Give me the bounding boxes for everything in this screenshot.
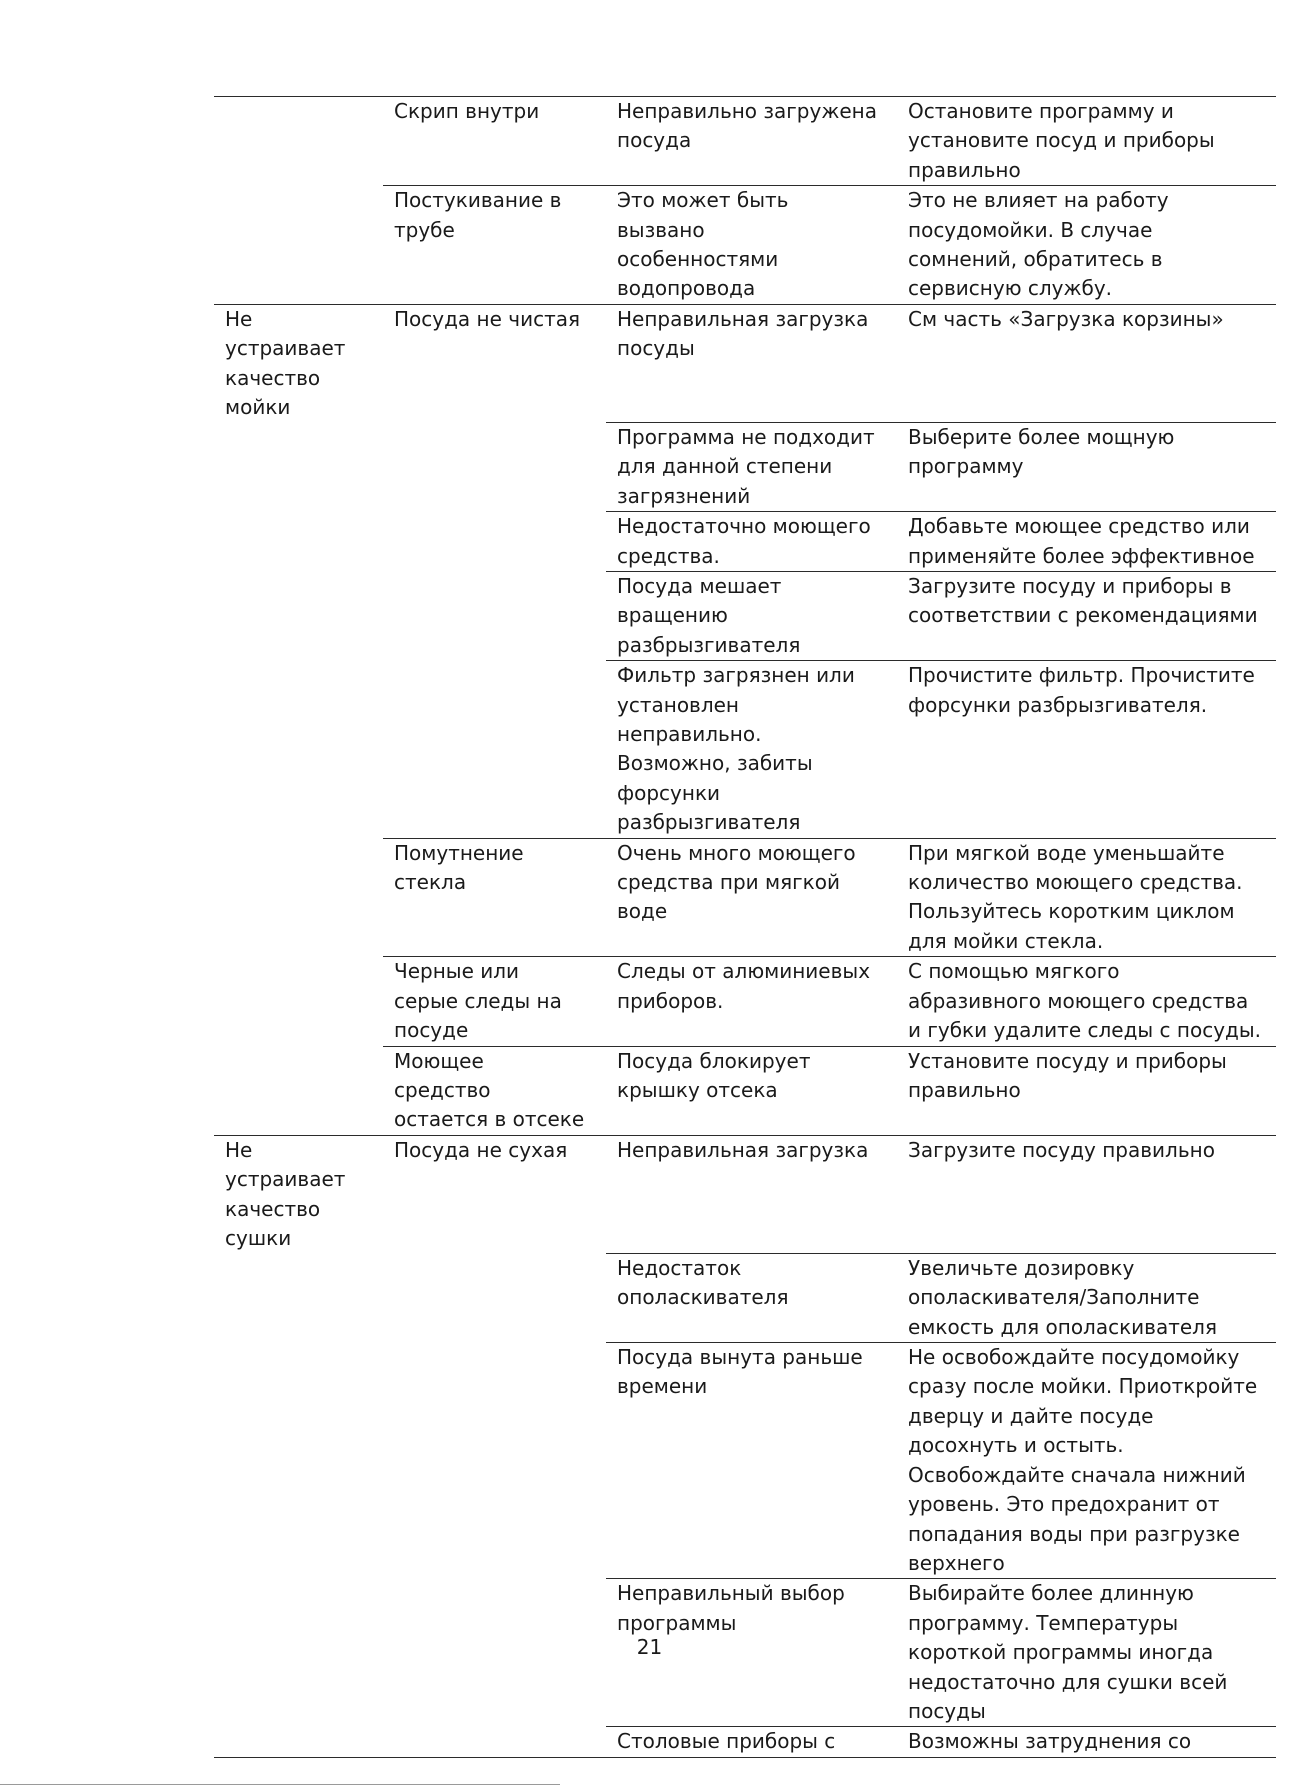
- cell-text-line: установите посуд и приборы: [908, 128, 1215, 153]
- cell-text-line: трубе: [394, 217, 455, 242]
- cause-cell: [606, 957, 897, 1046]
- cell-text-line: Освобождайте сначала нижний: [908, 1462, 1246, 1487]
- cell-text-line: приборов.: [617, 988, 724, 1013]
- cause-cell: [606, 1343, 897, 1579]
- symptom-cell: [383, 838, 606, 957]
- cell-text-line: Посуда не чистая: [394, 306, 581, 331]
- solution-cell: [897, 838, 1276, 957]
- cell-text-line: сервисную службу.: [908, 276, 1113, 301]
- table-row: [214, 304, 1276, 422]
- cell-text-line: устраивает: [225, 1167, 346, 1192]
- cell-text-line: мойки: [225, 395, 291, 420]
- cell-text-line: Добавьте моющее средство или: [908, 514, 1250, 539]
- problem-cell: [214, 1046, 383, 1135]
- table-row: [214, 572, 1276, 661]
- symptom-cell: [383, 1253, 606, 1342]
- problem-cell: [214, 1253, 383, 1342]
- cell-text-line: сушки: [225, 1225, 292, 1250]
- symptom-cell: [383, 572, 606, 661]
- cell-text-line: Постукивание в: [394, 188, 562, 213]
- problem-cell: [214, 957, 383, 1046]
- cell-text-line: посуды: [617, 336, 695, 361]
- cause-cell: [606, 1727, 897, 1757]
- symptom-cell: [383, 97, 606, 186]
- table-row: [214, 957, 1276, 1046]
- symptom-cell: [383, 1727, 606, 1757]
- cell-text-line: Программа не подходит: [617, 424, 875, 449]
- cell-text-line: качество: [225, 1196, 321, 1221]
- cell-text-line: программу: [908, 454, 1024, 479]
- cell-text-line: разбрызгивателя: [617, 632, 801, 657]
- cell-text-line: Посуда мешает: [617, 574, 782, 598]
- cause-cell: [606, 512, 897, 572]
- table-row: [214, 512, 1276, 572]
- cell-text-line: абразивного моющего средства: [908, 988, 1249, 1013]
- symptom-cell: [383, 512, 606, 572]
- cell-text-line: и губки удалите следы с посуды.: [908, 1018, 1262, 1043]
- cell-text-line: посуды: [908, 1698, 986, 1723]
- table-row: [214, 186, 1276, 305]
- cell-text-line: программы: [617, 1610, 737, 1635]
- cause-cell: [606, 1135, 897, 1253]
- cell-text-line: крышку отсека: [617, 1077, 778, 1102]
- symptom-cell: [383, 957, 606, 1046]
- cell-text-line: См часть «Загрузка корзины»: [908, 306, 1224, 331]
- cell-text-line: С помощью мягкого: [908, 959, 1120, 984]
- symptom-cell: [383, 661, 606, 838]
- solution-cell: [897, 1046, 1276, 1135]
- cell-text-line: для мойки стекла.: [908, 928, 1104, 953]
- cell-text-line: посуда: [617, 128, 692, 153]
- cell-text-line: Посуда не сухая: [394, 1137, 568, 1162]
- problem-cell: [214, 186, 383, 305]
- cell-text-line: вызвано: [617, 217, 705, 242]
- cell-text-line: Это может быть: [617, 188, 789, 213]
- problem-cell: [214, 422, 383, 511]
- cell-text-line: Неправильно загружена: [617, 99, 877, 123]
- problem-cell: [214, 1343, 383, 1579]
- solution-cell: [897, 97, 1276, 186]
- cause-cell: [606, 1253, 897, 1342]
- symptom-cell: [383, 1046, 606, 1135]
- table-row: [214, 97, 1276, 186]
- cell-text-line: Остановите программу и: [908, 99, 1174, 123]
- cell-text-line: времени: [617, 1374, 708, 1399]
- cell-text-line: средства.: [617, 543, 720, 568]
- cell-text-line: Фильтр загрязнен или: [617, 663, 855, 688]
- cell-text-line: Моющее: [394, 1048, 484, 1073]
- cell-text-line: установлен: [617, 692, 740, 717]
- symptom-cell: [383, 422, 606, 511]
- cell-text-line: Это не влияет на работу: [908, 188, 1169, 213]
- cell-text-line: Не: [225, 1137, 253, 1162]
- solution-cell: [897, 1343, 1276, 1579]
- cell-text-line: Установите посуду и приборы: [908, 1048, 1227, 1073]
- cell-text-line: правильно: [908, 1077, 1021, 1102]
- cell-text-line: ополаскивателя: [617, 1285, 789, 1310]
- cell-text-line: Скрип внутри: [394, 99, 540, 123]
- cause-cell: [606, 304, 897, 422]
- cell-text-line: Прочистите фильтр. Прочистите: [908, 663, 1255, 688]
- cell-text-line: вращению: [617, 603, 728, 628]
- cell-text-line: Не освобождайте посудомойку: [908, 1345, 1240, 1370]
- cell-text-line: дверцу и дайте посуде: [908, 1403, 1154, 1428]
- symptom-cell: [383, 186, 606, 305]
- table-row: [214, 1135, 1276, 1253]
- cause-cell: [606, 422, 897, 511]
- problem-cell: [214, 97, 383, 186]
- cell-text-line: емкость для ополаскивателя: [908, 1314, 1217, 1339]
- cell-text-line: программу. Температуры: [908, 1610, 1179, 1635]
- solution-cell: [897, 661, 1276, 838]
- cell-text-line: Неправильная загрузка: [617, 1137, 869, 1162]
- cell-text-line: остается в отсеке: [394, 1107, 585, 1132]
- symptom-cell: [383, 1343, 606, 1579]
- cell-text-line: Помутнение: [394, 840, 524, 865]
- cell-text-line: средство: [394, 1077, 491, 1102]
- scan-edge-line: [0, 1784, 560, 1785]
- cell-text-line: Не: [225, 306, 253, 331]
- problem-cell: [214, 1135, 383, 1253]
- cell-text-line: Черные или: [394, 959, 520, 984]
- cell-text-line: уровень. Это предохранит от: [908, 1492, 1220, 1517]
- problem-cell: [214, 512, 383, 572]
- cause-cell: [606, 572, 897, 661]
- cell-text-line: короткой программы иногда: [908, 1640, 1214, 1665]
- cell-text-line: качество: [225, 365, 321, 390]
- solution-cell: [897, 1727, 1276, 1757]
- solution-cell: [897, 422, 1276, 511]
- table-row: [214, 1253, 1276, 1342]
- table-row: [214, 1046, 1276, 1135]
- cell-text-line: применяйте более эффективное: [908, 543, 1255, 568]
- cell-text-line: Следы от алюминиевых: [617, 959, 871, 984]
- cause-cell: [606, 838, 897, 957]
- cell-text-line: При мягкой воде уменьшайте: [908, 840, 1225, 865]
- cell-text-line: Очень много моющего: [617, 840, 856, 865]
- cell-text-line: посудомойки. В случае: [908, 217, 1153, 242]
- cell-text-line: ополаскивателя/Заполните: [908, 1285, 1200, 1310]
- cell-text-line: Возможны затруднения со: [908, 1729, 1192, 1754]
- problem-cell: [214, 304, 383, 422]
- symptom-cell: [383, 304, 606, 422]
- solution-cell: [897, 1253, 1276, 1342]
- cell-text-line: разбрызгивателя: [617, 810, 801, 835]
- solution-cell: [897, 512, 1276, 572]
- cell-text-line: Неправильный выбор: [617, 1581, 845, 1606]
- cell-text-line: Пользуйтесь коротким циклом: [908, 899, 1235, 924]
- cell-text-line: досохнуть и остыть.: [908, 1433, 1124, 1458]
- cell-text-line: Недостаточно моющего: [617, 514, 871, 539]
- symptom-cell: [383, 1135, 606, 1253]
- cause-cell: [606, 97, 897, 186]
- cell-text-line: сомнений, обратитесь в: [908, 247, 1163, 272]
- cause-cell: [606, 1046, 897, 1135]
- cell-text-line: Загрузите посуду правильно: [908, 1137, 1215, 1162]
- problem-cell: [214, 572, 383, 661]
- table-row: [214, 1343, 1276, 1579]
- table-row: [214, 661, 1276, 838]
- cell-text-line: недостаточно для сушки всей: [908, 1669, 1228, 1694]
- cell-text-line: водопровода: [617, 276, 756, 301]
- cell-text-line: правильно: [908, 157, 1021, 182]
- cause-cell: [606, 186, 897, 305]
- problem-cell: [214, 1727, 383, 1757]
- cell-text-line: устраивает: [225, 336, 346, 361]
- troubleshooting-table: [214, 96, 1276, 1758]
- cell-text-line: Выберите более мощную: [908, 424, 1175, 449]
- cell-text-line: стекла: [394, 870, 467, 895]
- cell-text-line: форсунки: [617, 780, 721, 805]
- table-row: [214, 838, 1276, 957]
- table-row: [214, 422, 1276, 511]
- cell-text-line: верхнего: [908, 1550, 1005, 1575]
- cell-text-line: загрязнений: [617, 483, 751, 508]
- cell-text-line: средства при мягкой: [617, 870, 840, 895]
- problem-cell: [214, 661, 383, 838]
- cell-text-line: Загрузите посуду и приборы в: [908, 574, 1232, 598]
- cell-text-line: соответствии с рекомендациями: [908, 603, 1258, 628]
- cell-text-line: Выбирайте более длинную: [908, 1581, 1194, 1606]
- cell-text-line: Столовые приборы с: [617, 1729, 836, 1754]
- table-row: [214, 1727, 1276, 1757]
- solution-cell: [897, 1135, 1276, 1253]
- cell-text-line: Посуда блокирует: [617, 1048, 811, 1073]
- solution-cell: [897, 304, 1276, 422]
- cell-text-line: серые следы на: [394, 988, 562, 1013]
- solution-cell: [897, 572, 1276, 661]
- solution-cell: [897, 186, 1276, 305]
- cell-text-line: сразу после мойки. Приоткройте: [908, 1374, 1258, 1399]
- cell-text-line: Возможно, забиты: [617, 751, 813, 776]
- cell-text-line: попадания воды при разгрузке: [908, 1521, 1240, 1546]
- cell-text-line: воде: [617, 899, 668, 924]
- cell-text-line: Увеличьте дозировку: [908, 1255, 1135, 1280]
- cell-text-line: особенностями: [617, 247, 779, 272]
- cell-text-line: для данной степени: [617, 454, 833, 479]
- cell-text-line: неправильно.: [617, 722, 762, 747]
- cell-text-line: количество моющего средства.: [908, 870, 1243, 895]
- cell-text-line: форсунки разбрызгивателя.: [908, 692, 1208, 717]
- cell-text-line: посуде: [394, 1018, 469, 1043]
- cell-text-line: Посуда вынута раньше: [617, 1345, 863, 1370]
- cause-cell: [606, 661, 897, 838]
- cell-text-line: Недостаток: [617, 1255, 742, 1280]
- cell-text-line: Неправильная загрузка: [617, 306, 869, 331]
- problem-cell: [214, 838, 383, 957]
- solution-cell: [897, 957, 1276, 1046]
- page-number: 21: [636, 1635, 663, 1659]
